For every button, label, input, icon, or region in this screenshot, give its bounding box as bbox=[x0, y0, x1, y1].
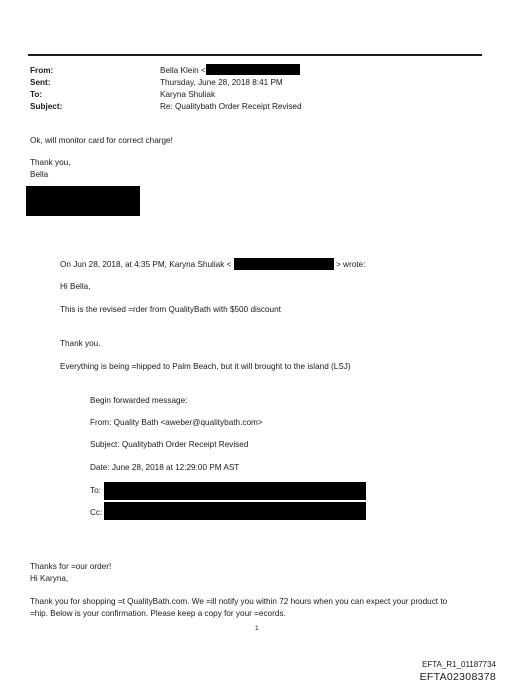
header-rule bbox=[28, 54, 482, 56]
subject-value: Re: Qualitybath Order Receipt Revised bbox=[160, 102, 302, 111]
quoted-intro: On Jun 28, 2018, at 4:35 PM, Karyna Shuliak < bbox=[60, 260, 232, 269]
subject-label: Subject: bbox=[30, 102, 63, 111]
to-label: To: bbox=[30, 90, 43, 99]
reply-line-2: Thank you, bbox=[30, 158, 71, 167]
from-label: From: bbox=[30, 66, 54, 75]
redaction-forwarded-to bbox=[104, 482, 366, 500]
from-value: Bella Klein < bbox=[160, 66, 206, 75]
order-body-line-2: =hip. Below is your confirmation. Please keep a copy for your =ecords. bbox=[30, 609, 286, 618]
sent-value: Thursday, June 28, 2018 8:41 PM bbox=[160, 78, 283, 87]
page-number: 1 bbox=[255, 625, 259, 632]
forwarded-cc-label: Cc: bbox=[90, 508, 103, 517]
quoted-body-2: Everything is being =hipped to Palm Beach, but it will brought to the island (LSJ) bbox=[60, 362, 351, 371]
forwarded-from: From: Quality Bath <aweber@qualitybath.com> bbox=[90, 418, 263, 427]
order-greeting: Hi Karyna, bbox=[30, 574, 69, 583]
quoted-thanks: Thank you. bbox=[60, 339, 101, 348]
redaction-from-email bbox=[206, 64, 300, 75]
reply-line-1: Ok, will monitor card for correct charge! bbox=[30, 136, 173, 145]
quoted-body-1: This is the revised =rder from QualityBath with $500 discount bbox=[60, 305, 281, 314]
forwarded-to-label: To: bbox=[90, 486, 101, 495]
forwarded-subject: Subject: Qualitybath Order Receipt Revised bbox=[90, 440, 249, 449]
reply-line-3: Bella bbox=[30, 170, 49, 179]
forwarded-begin: Begin forwarded message: bbox=[90, 396, 188, 405]
redaction-signature bbox=[26, 186, 140, 216]
order-body-line-1: Thank you for shopping =t QualityBath.com. We =ill notify you within 72 hours when you can expect your product to bbox=[30, 597, 448, 606]
quoted-greeting: Hi Bella, bbox=[60, 282, 91, 291]
footer-id-large: EFTA02308378 bbox=[419, 671, 496, 683]
redaction-quoted-email bbox=[234, 258, 334, 270]
sent-label: Sent: bbox=[30, 78, 51, 87]
order-thanks: Thanks for =our order! bbox=[30, 562, 112, 571]
footer-id-small: EFTA_R1_01187734 bbox=[422, 660, 496, 669]
to-value: Karyna Shuliak bbox=[160, 90, 216, 99]
quoted-intro-end: > wrote: bbox=[336, 260, 366, 269]
forwarded-date: Date: June 28, 2018 at 12:29:00 PM AST bbox=[90, 463, 240, 472]
redaction-forwarded-cc bbox=[104, 502, 366, 520]
